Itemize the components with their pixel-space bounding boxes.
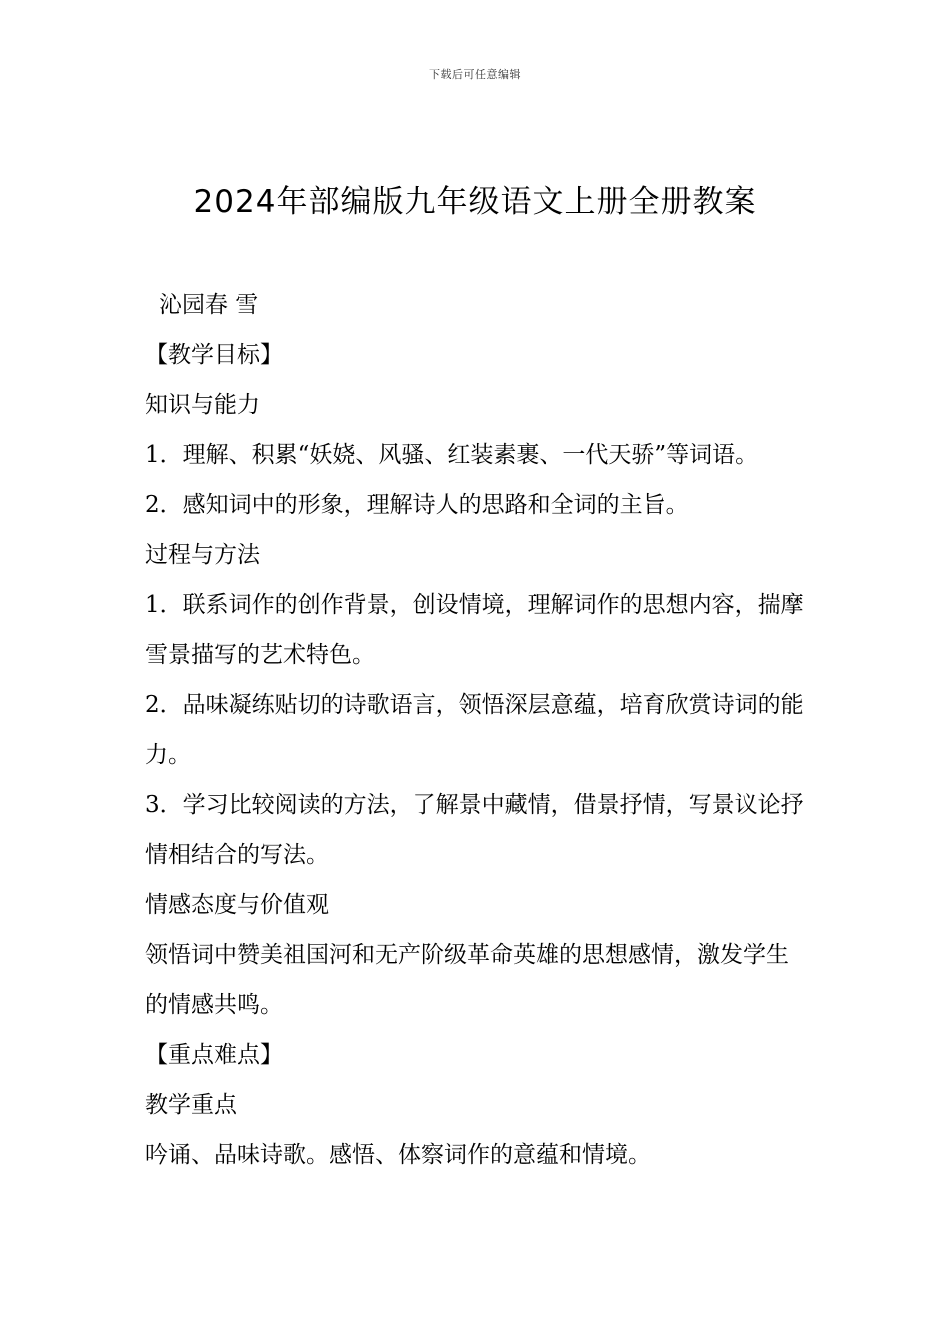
paragraph: 领悟词中赞美祖国河和无产阶级革命英雄的思想感情，激发学生的情感共鸣。 — [145, 942, 789, 1018]
subheading-teaching-focus: 教学重点 — [145, 1092, 237, 1118]
paragraph: 1．理解、积累“妖娆、风骚、红装素裹、一代天骄”等词语。 — [145, 442, 759, 468]
document-body — [145, 280, 810, 1180]
paragraph: 3．学习比较阅读的方法，了解景中藏情，借景抒情，写景议论抒情相结合的写法。 — [145, 792, 804, 868]
section-heading-teaching-goals: 【教学目标】 — [145, 342, 283, 368]
paragraph: 2．感知词中的形象，理解诗人的思路和全词的主旨。 — [145, 492, 689, 518]
lesson-title: 沁园春 雪 — [159, 292, 259, 318]
paragraph: 2．品味凝练贴切的诗歌语言，领悟深层意蕴，培育欣赏诗词的能力。 — [145, 692, 804, 768]
section-heading-key-difficult-points: 【重点难点】 — [145, 1042, 283, 1068]
paragraph: 1．联系词作的创作背景，创设情境，理解词作的思想内容，揣摩雪景描写的艺术特色。 — [145, 592, 804, 668]
header-note: 下载后可任意编辑 — [429, 68, 521, 81]
subheading-emotion-values: 情感态度与价值观 — [145, 892, 329, 918]
paragraph: 吟诵、品味诗歌。感悟、体察词作的意蕴和情境。 — [145, 1142, 651, 1168]
subheading-process-method: 过程与方法 — [145, 542, 260, 568]
subheading-knowledge-ability: 知识与能力 — [145, 392, 260, 418]
document-title: 2024年部编版九年级语文上册全册教案 — [193, 184, 757, 220]
